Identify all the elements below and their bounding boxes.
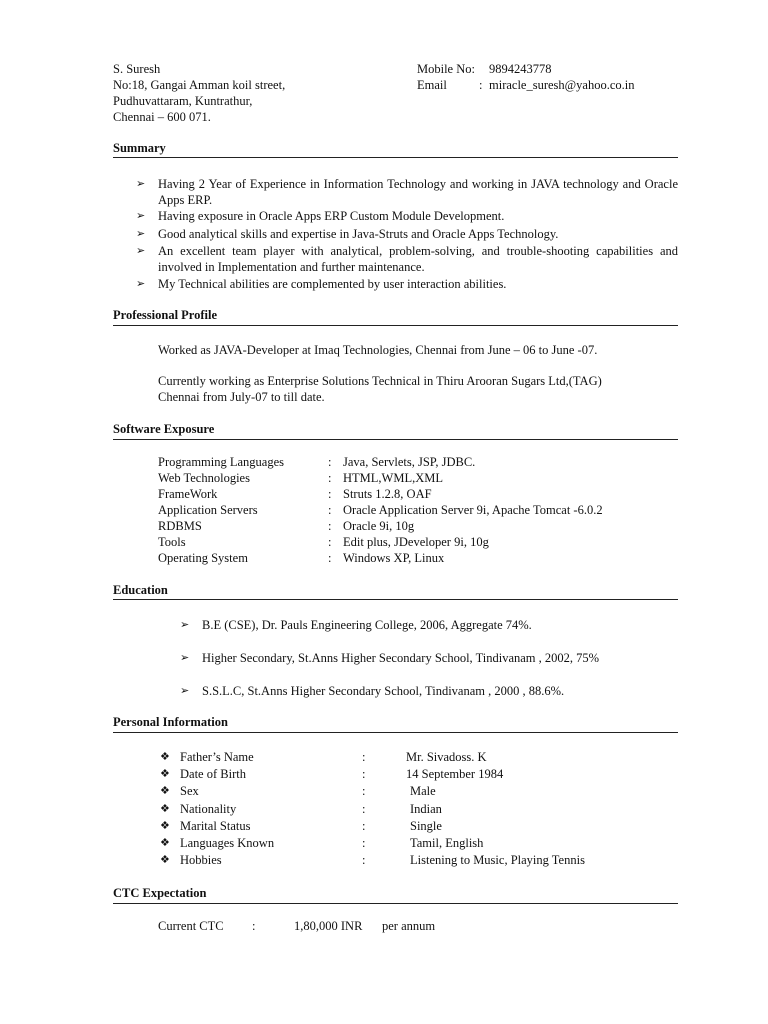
personal-info-value: Male	[410, 784, 436, 798]
four-diamond-bullet-icon: ❖	[160, 820, 170, 832]
software-colon: :	[328, 471, 332, 485]
software-value: Java, Servlets, JSP, JDBC.	[343, 455, 476, 469]
software-exposure-heading: Software Exposure	[113, 422, 215, 436]
software-colon: :	[328, 487, 332, 501]
personal-info-colon: :	[362, 750, 366, 764]
profile-paragraph-1: Worked as JAVA-Developer at Imaq Technologies, Chennai from June – 06 to June -07.	[158, 343, 598, 357]
personal-info-colon: :	[362, 819, 366, 833]
personal-info-label: Hobbies	[180, 853, 222, 867]
software-label: RDBMS	[158, 519, 202, 533]
education-item	[180, 683, 564, 699]
personal-info-label: Marital Status	[180, 819, 251, 833]
personal-info-colon: :	[362, 853, 366, 867]
summary-item	[136, 208, 678, 224]
summary-item	[136, 226, 678, 242]
education-heading: Education	[113, 583, 168, 597]
address-line-3: Chennai – 600 071.	[113, 110, 211, 124]
software-colon: :	[328, 455, 332, 469]
software-value: Edit plus, JDeveloper 9i, 10g	[343, 535, 489, 549]
software-value: HTML,WML,XML	[343, 471, 443, 485]
summary-item-text: Good analytical skills and expertise in Java-Struts and Oracle Apps Technology.	[158, 227, 559, 241]
education-item-text: B.E (CSE), Dr. Pauls Engineering College, 2006, Aggregate 74%.	[202, 618, 532, 632]
software-value: Oracle Application Server 9i, Apache Tomcat -6.0.2	[343, 503, 603, 517]
software-label: Application Servers	[158, 503, 258, 517]
arrowhead-bullet-icon: ➢	[180, 685, 190, 697]
arrowhead-bullet-icon: ➢	[180, 652, 190, 664]
software-colon: :	[328, 519, 332, 533]
personal-info-label: Date of Birth	[180, 767, 246, 781]
candidate-name: S. Suresh	[113, 62, 161, 76]
personal-info-label: Father’s Name	[180, 750, 254, 764]
mobile-label: Mobile No:	[417, 62, 475, 76]
education-item	[180, 617, 532, 633]
summary-item-text: Having exposure in Oracle Apps ERP Custom Module Development.	[158, 209, 505, 223]
education-divider	[113, 599, 678, 600]
four-diamond-bullet-icon: ❖	[160, 785, 170, 797]
education-item-text: Higher Secondary, St.Anns Higher Secondary School, Tindivanam , 2002, 75%	[202, 651, 600, 665]
arrowhead-bullet-icon: ➢	[136, 210, 146, 222]
personal-information-heading: Personal Information	[113, 715, 228, 729]
software-label: Tools	[158, 535, 186, 549]
address-line-1: No:18, Gangai Amman koil street,	[113, 78, 286, 92]
four-diamond-bullet-icon: ❖	[160, 854, 170, 866]
personal-info-colon: :	[362, 784, 366, 798]
current-ctc-colon: :	[252, 919, 256, 933]
arrowhead-bullet-icon: ➢	[136, 245, 146, 257]
personal-info-colon: :	[362, 802, 366, 816]
address-line-2: Pudhuvattaram, Kuntrathur,	[113, 94, 253, 108]
personal-info-label: Languages Known	[180, 836, 275, 850]
current-ctc-amount: 1,80,000 INR	[294, 919, 363, 933]
personal-info-value: Indian	[410, 802, 442, 816]
four-diamond-bullet-icon: ❖	[160, 837, 170, 849]
summary-item-text: An excellent team player with analytical, problem-solving, and trouble-shooting capabilities and involved in Implementation and further maintenance.	[158, 244, 678, 274]
summary-item-text: Having 2 Year of Experience in Information Technology and working in JAVA technology and Oracle Apps ERP.	[158, 177, 678, 207]
software-value: Oracle 9i, 10g	[343, 519, 415, 533]
software-colon: :	[328, 503, 332, 517]
professional-profile-heading: Professional Profile	[113, 308, 218, 322]
summary-item	[136, 243, 678, 275]
ctc-expectation-heading: CTC Expectation	[113, 886, 207, 900]
personal-information-divider	[113, 732, 678, 733]
four-diamond-bullet-icon: ❖	[160, 751, 170, 763]
mobile-value: 9894243778	[489, 62, 552, 76]
email-label: Email	[417, 78, 447, 92]
software-value: Struts 1.2.8, OAF	[343, 487, 432, 501]
personal-info-value: Mr. Sivadoss. K	[406, 750, 487, 764]
software-exposure-divider	[113, 439, 678, 440]
arrowhead-bullet-icon: ➢	[136, 278, 146, 290]
personal-info-colon: :	[362, 836, 366, 850]
summary-divider	[113, 157, 678, 158]
arrowhead-bullet-icon: ➢	[136, 178, 146, 190]
software-label: Programming Languages	[158, 455, 285, 469]
personal-info-colon: :	[362, 767, 366, 781]
profile-paragraph-2-line-2: Chennai from July-07 to till date.	[158, 390, 325, 404]
current-ctc-label: Current CTC	[158, 919, 224, 933]
email-colon: :	[479, 78, 483, 92]
software-label: Web Technologies	[158, 471, 250, 485]
software-colon: :	[328, 535, 332, 549]
ctc-expectation-divider	[113, 903, 678, 904]
software-label: Operating System	[158, 551, 248, 565]
software-label: FrameWork	[158, 487, 218, 501]
summary-item	[136, 176, 678, 208]
profile-paragraph-2-line-1: Currently working as Enterprise Solutions Technical in Thiru Arooran Sugars Ltd,(TAG)	[158, 374, 602, 388]
summary-item	[136, 276, 678, 292]
four-diamond-bullet-icon: ❖	[160, 803, 170, 815]
personal-info-value: Single	[410, 819, 442, 833]
arrowhead-bullet-icon: ➢	[136, 228, 146, 240]
software-colon: :	[328, 551, 332, 565]
software-value: Windows XP, Linux	[343, 551, 445, 565]
professional-profile-divider	[113, 325, 678, 326]
personal-info-value: 14 September 1984	[406, 767, 504, 781]
summary-item-text: My Technical abilities are complemented by user interaction abilities.	[158, 277, 507, 291]
current-ctc-period: per annum	[382, 919, 436, 933]
education-item-text: S.S.L.C, St.Anns Higher Secondary School, Tindivanam , 2000 , 88.6%.	[202, 684, 565, 698]
personal-info-label: Sex	[180, 784, 199, 798]
personal-info-label: Nationality	[180, 802, 237, 816]
four-diamond-bullet-icon: ❖	[160, 768, 170, 780]
personal-info-value: Listening to Music, Playing Tennis	[410, 853, 585, 867]
personal-info-value: Tamil, English	[410, 836, 484, 850]
email-value: miracle_suresh@yahoo.co.in	[489, 78, 635, 92]
arrowhead-bullet-icon: ➢	[180, 619, 190, 631]
education-item	[180, 650, 599, 666]
summary-heading: Summary	[113, 141, 166, 155]
